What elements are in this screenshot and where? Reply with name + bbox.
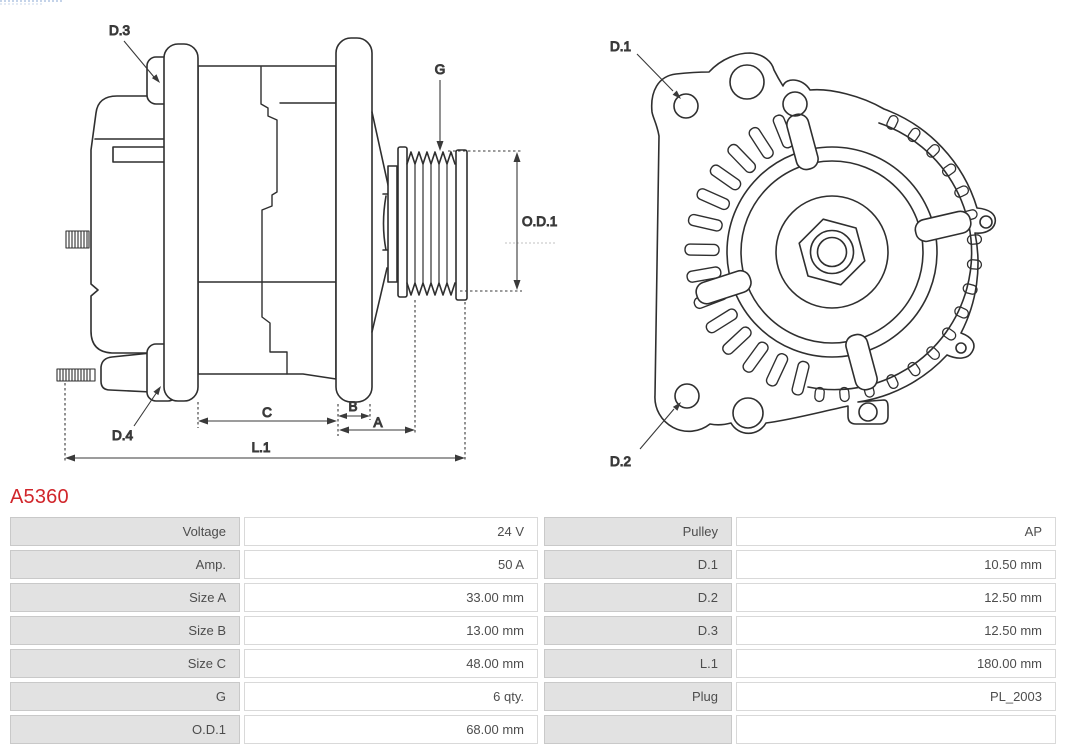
dim-label-d4: D.4 [112,428,134,443]
spec-value-cell: 13.00 mm [244,616,538,645]
spec-table-right [544,517,1056,744]
spec-value-cell: 48.00 mm [244,649,538,678]
dim-label-l1: L.1 [251,440,271,455]
pulley-flange-left [398,147,407,297]
spec-label-cell: Size B [10,616,240,645]
spec-label-cell: O.D.1 [10,715,240,744]
spec-value-cell [736,715,1056,744]
bracket-rear [164,44,198,401]
spec-value-cell: 33.00 mm [244,583,538,612]
spec-tables [10,517,1056,744]
dim-label-g: G [434,62,446,77]
spec-label-cell: D.1 [544,550,732,579]
dim-label-od1: O.D.1 [522,214,558,229]
table-row [544,682,1056,711]
spec-value-cell: 12.50 mm [736,616,1056,645]
table-row [544,616,1056,645]
table-row [10,682,538,711]
pulley-rib-lines [415,164,447,283]
table-row [544,517,1056,546]
terminal-stud-bottom [57,369,95,381]
table-row [10,583,538,612]
pulley-flange-right [456,150,467,300]
spec-table-left [10,517,538,744]
rear-cover-outline [91,96,168,353]
spec-value-cell: 24 V [244,517,538,546]
pulley-ribs-bottom [407,283,455,295]
spec-value-cell: 12.50 mm [736,583,1056,612]
terminal-stud-top [66,231,89,248]
housing-body [198,66,336,379]
spec-label-cell [544,715,732,744]
spec-label-cell: Size C [10,649,240,678]
dim-label-d2: D.2 [610,454,632,469]
dim-label-c: C [262,405,272,420]
spec-label-cell: Amp. [10,550,240,579]
table-row [10,616,538,645]
table-row [10,649,538,678]
table-row [10,517,538,546]
dim-label-b: B [348,399,358,414]
table-row [544,583,1056,612]
dim-label-d3: D.3 [109,23,131,38]
table-row [544,715,1056,744]
spec-value-cell: 10.50 mm [736,550,1056,579]
table-row [544,649,1056,678]
spec-label-cell: Plug [544,682,732,711]
table-row [10,715,538,744]
terminal-lug [101,353,151,392]
part-number: A5360 [10,486,69,508]
spec-value-cell: 68.00 mm [244,715,538,744]
spec-value-cell: 180.00 mm [736,649,1056,678]
table-row [10,550,538,579]
spec-value-cell: 6 qty. [244,682,538,711]
spec-label-cell: Voltage [10,517,240,546]
spec-label-cell: Pulley [544,517,732,546]
dim-label-a: A [373,415,383,430]
side-view-drawing [57,38,467,402]
pulley-ribs-top [407,152,455,164]
spec-label-cell: Size A [10,583,240,612]
spec-label-cell: L.1 [544,649,732,678]
spec-label-cell: G [10,682,240,711]
spec-value-cell: 50 A [244,550,538,579]
bracket-front [336,38,372,402]
dim-label-d1: D.1 [610,39,632,54]
spec-label-cell: D.3 [544,616,732,645]
table-row [544,550,1056,579]
spec-value-cell: PL_2003 [736,682,1056,711]
shaft-spacer [388,166,397,282]
spec-label-cell: D.2 [544,583,732,612]
spec-value-cell: AP [736,517,1056,546]
front-view-drawing [652,53,996,433]
